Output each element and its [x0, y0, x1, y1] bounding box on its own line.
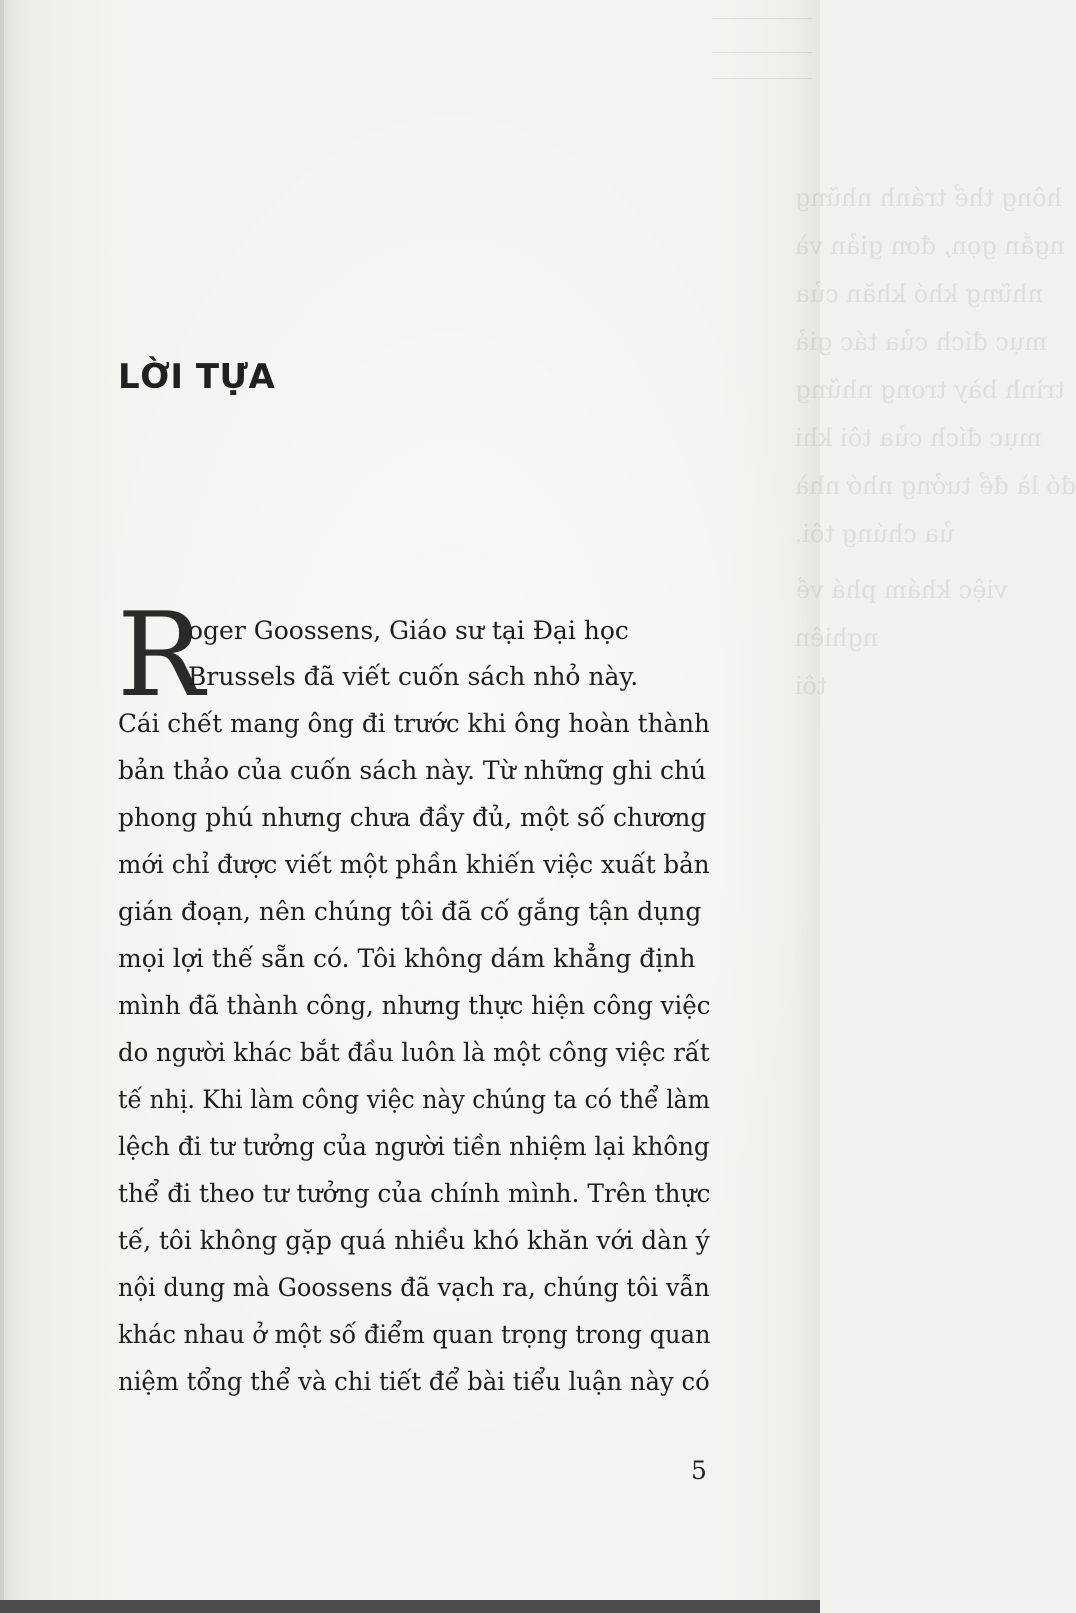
page-title: LỜI TỰA — [118, 357, 276, 397]
body-text-line: bản thảo của cuốn sách này. Từ những ghi chú — [118, 756, 707, 785]
body-text-line: gián đoạn, nên chúng tôi đã cố gắng tận dụng — [118, 897, 702, 926]
body-text-line: thể đi theo tư tưởng của chính mình. Trên thực — [118, 1179, 711, 1208]
show-through-text: hông thể tránh những ngắn gọn, đơn giản và những khó khăn của mục đích của tác giả trình bày trong những mục đích của tôi khi đó là để tưởng nhớ nhà ủa chúng tôi. việc khám phá về nghiên tôi — [795, 184, 1076, 700]
body-text-line: tế, tôi không gặp quá nhiều khó khăn với dàn ý — [118, 1226, 710, 1255]
body-text-line: mình đã thành công, nhưng thực hiện công việc — [118, 991, 711, 1020]
body-text-line: Brussels đã viết cuốn sách nhỏ này. — [188, 662, 639, 691]
body-text-line: nội dung mà Goossens đã vạch ra, chúng tôi vẫn — [118, 1273, 710, 1302]
page-edge-shadow — [0, 0, 4, 1613]
page-number: 5 — [691, 1456, 707, 1485]
body-text-line: do người khác bắt đầu luôn là một công việc rất — [118, 1038, 710, 1067]
body-text-line: lệch đi tư tưởng của người tiền nhiệm lại không — [118, 1132, 710, 1161]
bleed-line — [712, 78, 812, 79]
body-text-line: Cái chết mang ông đi trước khi ông hoàn thành — [118, 709, 710, 738]
scan-bottom-edge — [0, 1600, 820, 1613]
body-text-line: tế nhị. Khi làm công việc này chúng ta có thể làm — [118, 1085, 711, 1114]
body-text-line: niệm tổng thể và chi tiết để bài tiểu luận này có — [118, 1367, 710, 1396]
drop-cap-letter: R — [117, 588, 205, 723]
body-text-line: mới chỉ được viết một phần khiến việc xuất bản — [118, 850, 710, 879]
body-text-line: khác nhau ở một số điểm quan trọng trong quan — [118, 1320, 711, 1349]
bleed-line — [712, 18, 812, 19]
body-text-line: mọi lợi thế sẵn có. Tôi không dám khẳng định — [118, 944, 696, 973]
body-text-line: phong phú nhưng chưa đầy đủ, một số chương — [118, 803, 707, 832]
bleed-line — [712, 52, 812, 53]
body-text-line: oger Goossens, Giáo sư tại Đại học — [188, 616, 629, 645]
